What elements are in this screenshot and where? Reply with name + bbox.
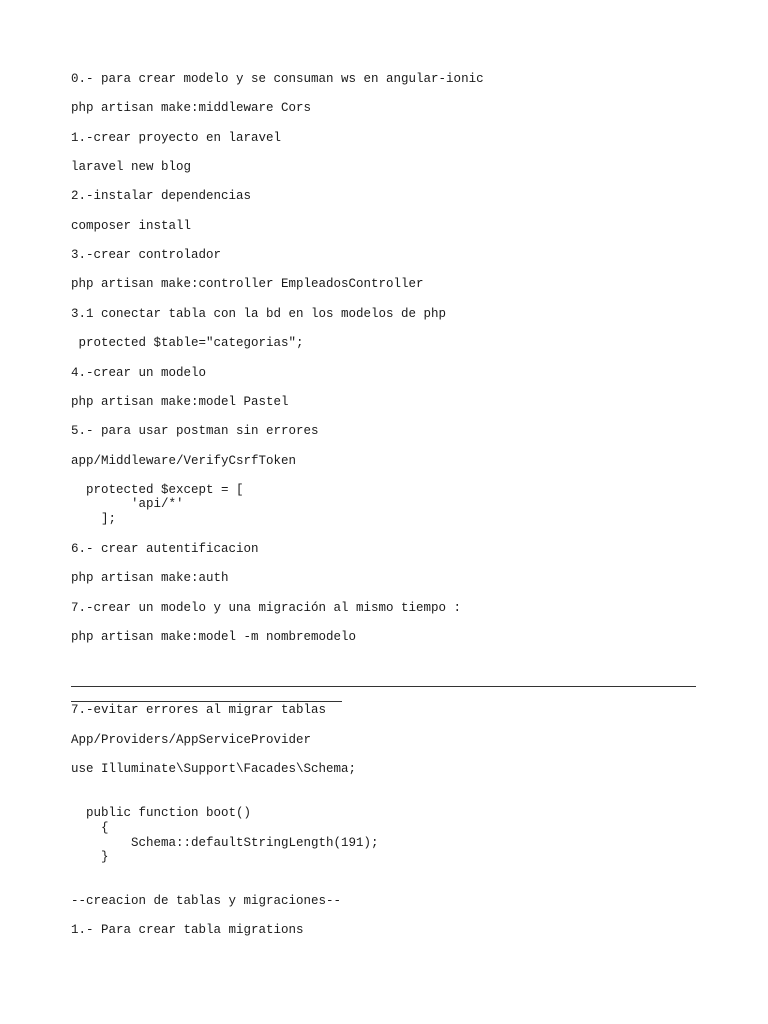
doc-line: { <box>71 821 109 835</box>
doc-line: php artisan make:auth <box>71 571 229 585</box>
doc-line: php artisan make:controller EmpleadosController <box>71 277 424 291</box>
doc-line: protected $except = [ <box>71 483 244 497</box>
doc-line: 7.-crear un modelo y una migración al mismo tiempo : <box>71 601 462 615</box>
doc-line: 6.- crear autentificacion <box>71 542 259 556</box>
doc-line: 1.- Para crear tabla migrations <box>71 923 304 937</box>
doc-line: 'api/*' <box>71 497 184 511</box>
doc-line: 3.-crear controlador <box>71 248 222 262</box>
horizontal-rule <box>71 686 696 687</box>
doc-line: php artisan make:model -m nombremodelo <box>71 630 357 644</box>
doc-line: Schema::defaultStringLength(191); <box>71 836 379 850</box>
horizontal-rule-short <box>71 701 342 702</box>
doc-line: laravel new blog <box>71 160 192 174</box>
doc-line: composer install <box>71 219 192 233</box>
doc-line: ]; <box>71 512 117 526</box>
doc-line: --creacion de tablas y migraciones-- <box>71 894 342 908</box>
doc-line: 5.- para usar postman sin errores <box>71 424 319 438</box>
doc-line: App/Providers/AppServiceProvider <box>71 733 312 747</box>
doc-line: } <box>71 850 109 864</box>
doc-line: 0.- para crear modelo y se consuman ws en angular-ionic <box>71 72 484 86</box>
doc-line: 3.1 conectar tabla con la bd en los modelos de php <box>71 307 447 321</box>
doc-line: public function boot() <box>71 806 252 820</box>
doc-line: use Illuminate\Support\Facades\Schema; <box>71 762 357 776</box>
doc-line: 7.-evitar errores al migrar tablas <box>71 703 327 717</box>
doc-line: php artisan make:model Pastel <box>71 395 289 409</box>
doc-line: 1.-crear proyecto en laravel <box>71 131 282 145</box>
doc-line: 4.-crear un modelo <box>71 366 207 380</box>
doc-line: php artisan make:middleware Cors <box>71 101 312 115</box>
doc-line: app/Middleware/VerifyCsrfToken <box>71 454 297 468</box>
doc-line: protected $table="categorias"; <box>71 336 304 350</box>
doc-line: 2.-instalar dependencias <box>71 189 252 203</box>
